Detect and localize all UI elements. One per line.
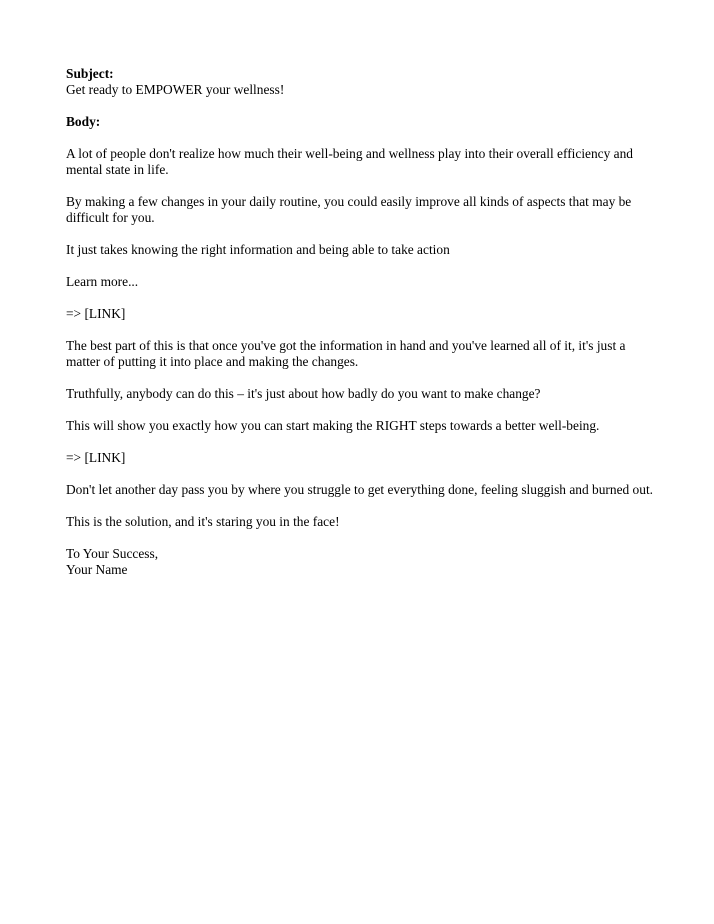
email-template-document (66, 66, 656, 578)
body-label: Body: (66, 114, 101, 129)
link-placeholder: => [LINK] (66, 450, 126, 465)
body-paragraph: It just takes knowing the right information and being able to take action (66, 242, 450, 257)
body-section (66, 114, 656, 130)
signoff-closing: To Your Success, (66, 546, 159, 561)
body-paragraph: This is the solution, and it's staring you in the face! (66, 514, 340, 529)
body-paragraph: Don't let another day pass you by where you struggle to get everything done, feeling sluggish and burned out. (66, 482, 654, 497)
body-paragraph: This will show you exactly how you can start making the RIGHT steps towards a better well-being. (66, 418, 600, 433)
link-placeholder: => [LINK] (66, 306, 126, 321)
body-paragraph: Truthfully, anybody can do this – it's just about how badly do you want to make change? (66, 386, 541, 401)
subject-text: Get ready to EMPOWER your wellness! (66, 82, 285, 97)
body-paragraph: A lot of people don't realize how much their well-being and wellness play into their overall efficiency and mental state in life. (66, 146, 633, 177)
subject-section (66, 66, 656, 98)
subject-label: Subject: (66, 66, 114, 81)
body-paragraph: By making a few changes in your daily routine, you could easily improve all kinds of aspects that may be difficult for you. (66, 194, 632, 225)
body-paragraph: The best part of this is that once you've got the information in hand and you've learned all of it, it's just a matter of putting it into place and making the changes. (66, 338, 626, 369)
signoff-name: Your Name (66, 562, 128, 577)
learn-more-text: Learn more... (66, 274, 139, 289)
signoff-section (66, 546, 656, 578)
